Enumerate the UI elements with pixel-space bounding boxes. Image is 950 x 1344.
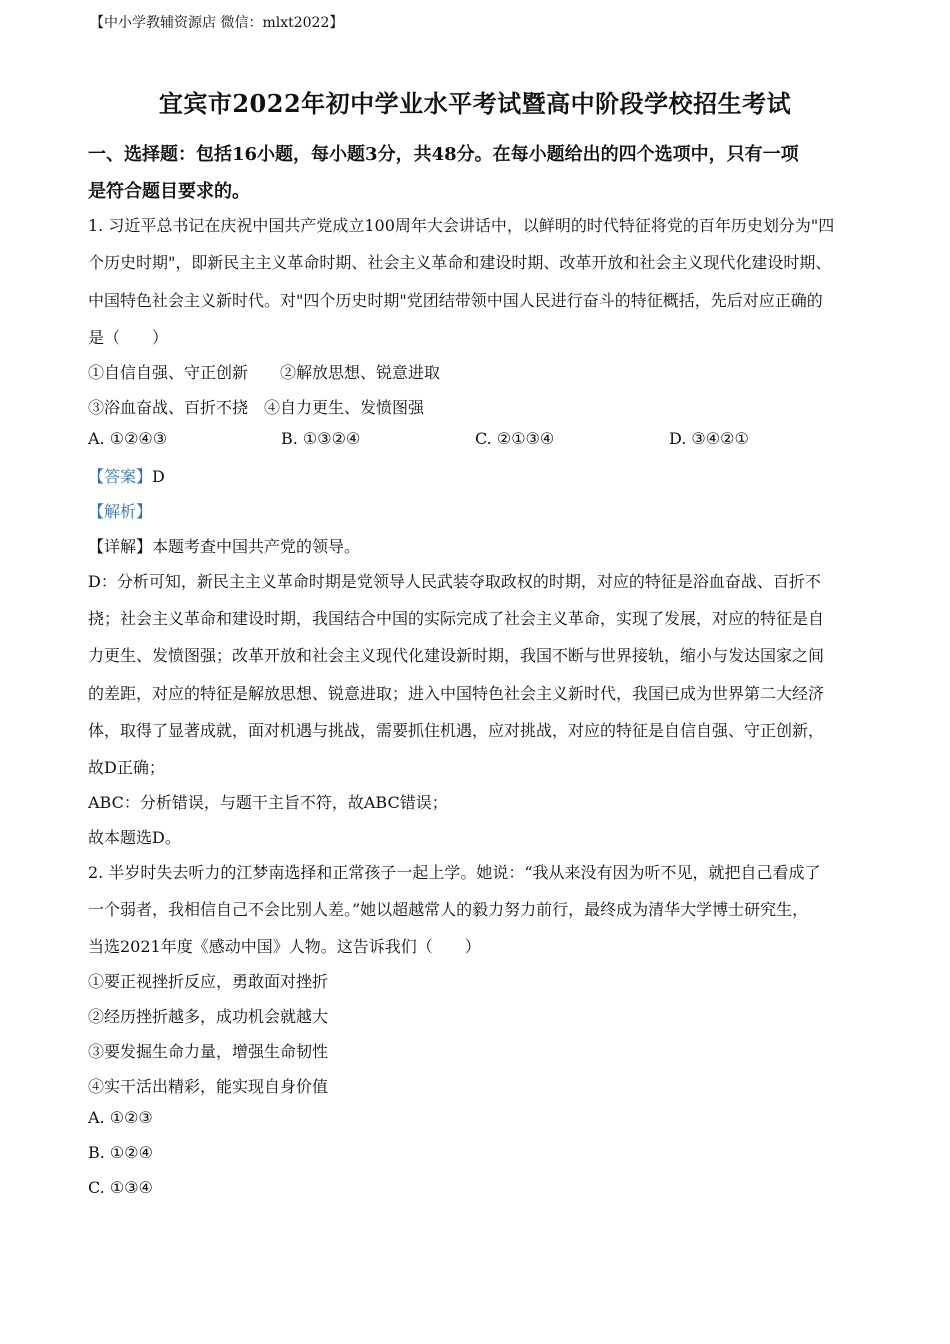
- q1-answer: [88, 464, 165, 487]
- q2-stem-line-2: 一个弱者，我相信自己不会比别人差。”她以超越常人的毅力努力前行，最终成为清华大学博士研究生，: [88, 900, 809, 919]
- header-note: 【中小学教辅资源店 微信：mlxt2022】: [90, 15, 344, 31]
- answer-label: 【答案】: [88, 467, 153, 486]
- q1-item-line-2: ③浴血奋战、百折不挠 ④自力更生、发愤图强: [88, 398, 425, 417]
- q1-detail-line-4: 力更生、发愤图强；改革开放和社会主义现代化建设新时期，我国不断与世界接轨，缩小与发达国家之间: [88, 646, 825, 665]
- q1-analysis-label: 【解析】: [88, 502, 153, 521]
- q1-detail-line-8: ABC：分析错误，与题干主旨不符，故ABC错误；: [88, 793, 448, 812]
- q1-detail-line-5: 的差距，对应的特征是解放思想、锐意进取；进入中国特色社会主义新时代，我国已成为世界第二大经济: [88, 684, 825, 703]
- section-heading-line-1: 一、选择题：包括16小题，每小题3分，共48分。在每小题给出的四个选项中，只有一项: [88, 144, 799, 165]
- q1-detail-line-3: 挠；社会主义革命和建设时期，我国结合中国的实际完成了社会主义革命，实现了发展，对应的特征是自: [88, 609, 825, 628]
- q2-item-line-1: ①要正视挫折反应，勇敢面对挫折: [88, 972, 329, 991]
- q1-stem-line-1: 1. 习近平总书记在庆祝中国共产党成立100周年大会讲话中，以鲜明的时代特征将党的百年历史划分为"四: [88, 216, 835, 235]
- q2-stem-line-3: 当选2021年度《感动中国》人物。这告诉我们（ ）: [88, 937, 481, 956]
- q2-option-b: B. ①②④: [88, 1143, 153, 1162]
- q1-stem-line-3: 中国特色社会主义新时代。对"四个历史时期"党团结带领中国人民进行奋斗的特征概括，先后对应正确的: [88, 291, 823, 310]
- q2-item-line-4: ④实干活出精彩，能实现自身价值: [88, 1077, 329, 1096]
- q1-option-a: A. ①②④③: [88, 429, 168, 448]
- q1-option-b: B. ①③②④: [281, 429, 361, 448]
- q1-option-d: D. ③④②①: [669, 429, 749, 448]
- q1-detail-line-6: 体，取得了显著成就，面对机遇与挑战，需要抓住机遇，应对挑战，对应的特征是自信自强、守正创新，: [88, 721, 825, 740]
- q2-item-line-2: ②经历挫折越多，成功机会就越大: [88, 1007, 329, 1026]
- section-heading-line-2: 是符合题目要求的。: [88, 181, 250, 202]
- q2-stem-line-1: 2. 半岁时失去听力的江梦南选择和正常孩子一起上学。她说：“我从来没有因为听不见，就把自己看成了: [88, 863, 821, 882]
- q1-item-line-1: ①自信自强、守正创新 ②解放思想、锐意进取: [88, 363, 441, 382]
- q2-option-c: C. ①③④: [88, 1178, 153, 1197]
- q1-detail-line-9: 故本题选D。: [88, 828, 181, 847]
- q2-item-line-3: ③要发掘生命力量，增强生命韧性: [88, 1042, 329, 1061]
- q1-detail-line-7: 故D正确；: [88, 758, 165, 777]
- q1-stem-line-4: 是（ ）: [88, 328, 169, 347]
- q1-detail-line-1: 【详解】本题考查中国共产党的领导。: [88, 537, 361, 556]
- answer-value: D: [152, 467, 165, 486]
- q1-detail-line-2: D：分析可知，新民主主义革命时期是党领导人民武装夺取政权的时期，对应的特征是浴血奋战、百折不: [88, 572, 821, 591]
- page-title: 宜宾市2022年初中学业水平考试暨高中阶段学校招生考试: [158, 89, 792, 118]
- q2-option-a: A. ①②③: [88, 1108, 153, 1127]
- q1-option-c: C. ②①③④: [475, 429, 555, 448]
- q1-stem-line-2: 个历史时期"，即新民主主义革命时期、社会主义革命和建设时期、改革开放和社会主义现代化建设时期、: [88, 253, 832, 272]
